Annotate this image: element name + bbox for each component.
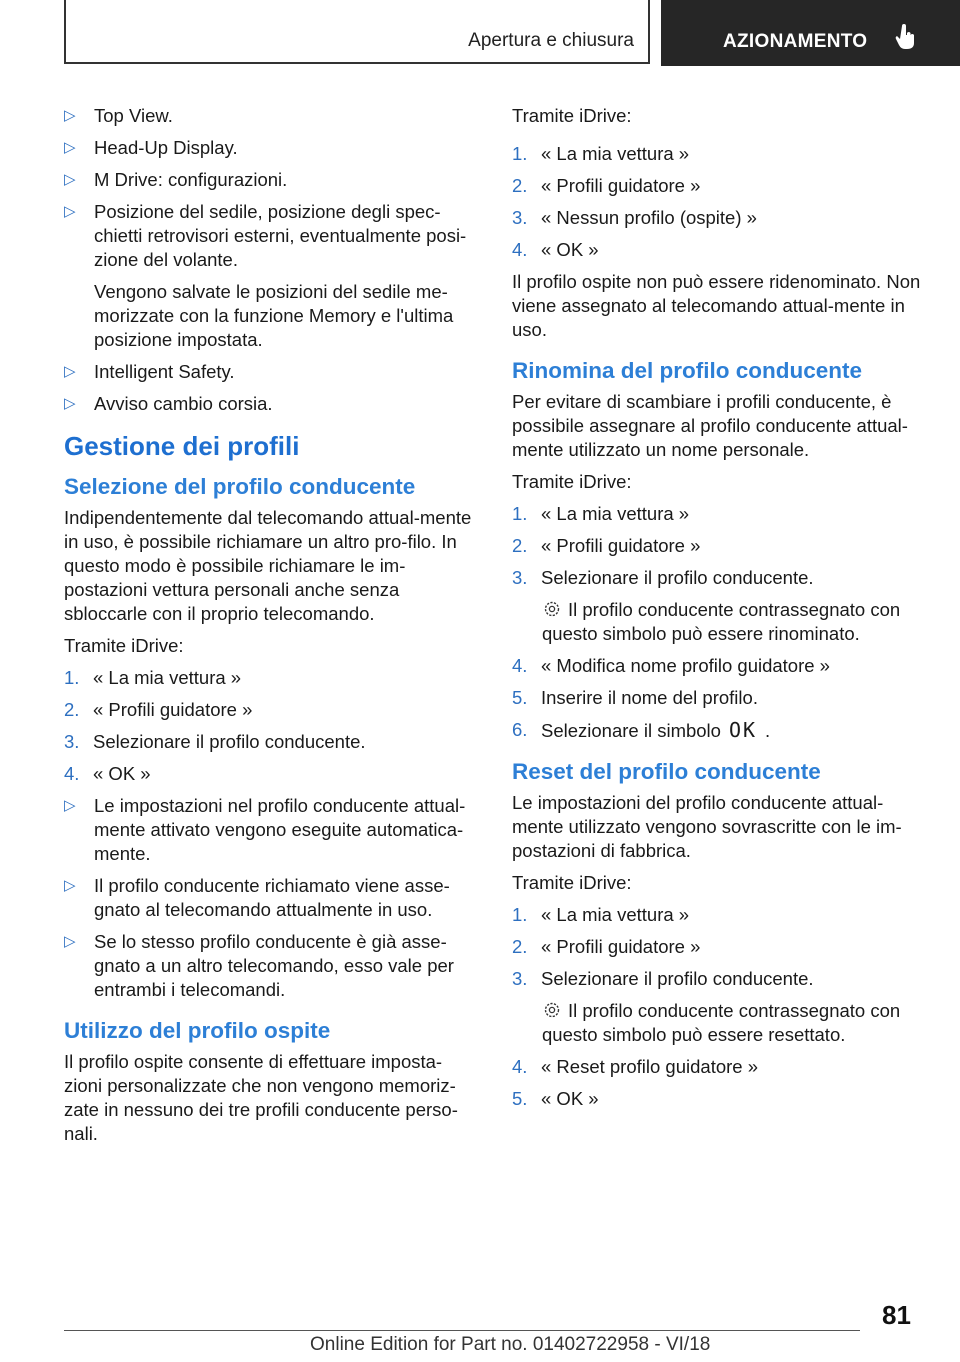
paragraph: Tramite iDrive: xyxy=(512,471,632,492)
chapter-title: AZIONAMENTO xyxy=(723,31,868,52)
step-item: 3. « Nessun profilo (ospite) » xyxy=(512,207,757,228)
step-item: 6. Selezionare il simbolo OK . xyxy=(512,718,771,742)
step-item: 2. « Profili guidatore » xyxy=(64,699,253,720)
subsection-heading: Utilizzo del profilo ospite xyxy=(64,1018,331,1043)
step-item: 4. « Modifica nome profilo guidatore » xyxy=(512,655,830,676)
list-item: ▷ Top View. xyxy=(64,105,173,126)
subsection-heading: Selezione del profilo conducente xyxy=(64,474,416,499)
list-item: ▷ Il profilo conducente richiamato viene asse-gnato al telecomando attualmente in uso. xyxy=(64,875,450,920)
step-note: Il profilo conducente contrassegnato con questo simbolo può essere rinominato. xyxy=(542,599,901,644)
paragraph: Tramite iDrive: xyxy=(64,635,184,656)
header-chapter xyxy=(661,0,960,66)
section-heading: Gestione dei profili xyxy=(64,431,300,461)
step-item: 4. « OK » xyxy=(64,763,151,784)
paragraph: Indipendentemente dal telecomando attual-mente in uso, è possibile richiamare un altro pro-filo. In questo modo è possibile richiamare le im-postazioni vettura personali anche senza sbloccarle con il proprio telecomando. xyxy=(64,507,472,624)
footer-edition: Online Edition for Part no. 01402722958 - VI/18 xyxy=(310,1334,711,1355)
gear-icon xyxy=(542,1000,562,1020)
step-item: 4. « OK » xyxy=(512,239,599,260)
paragraph: Il profilo ospite consente di effettuare imposta-zioni personalizzate che non vengono memoriz-zate in nessuno dei tre profili conducente perso-nali. xyxy=(64,1051,458,1144)
paragraph: Le impostazioni del profilo conducente attual-mente utilizzato vengono sovrascritte con le im-postazioni di fabbrica. xyxy=(512,792,902,861)
right-column xyxy=(512,104,924,1119)
subsection-heading: Rinomina del profilo conducente xyxy=(512,358,863,383)
page-number: 81 xyxy=(882,1300,911,1330)
step-item: 1. « La mia vettura » xyxy=(64,667,242,688)
ok-symbol-icon: OK xyxy=(728,718,758,742)
step-item: 5. Inserire il nome del profilo. xyxy=(512,687,758,708)
step-item: 2. « Profili guidatore » xyxy=(512,535,701,556)
step-item: 2. « Profili guidatore » xyxy=(512,175,701,196)
step-item: 1. « La mia vettura » xyxy=(512,503,690,524)
list-item: ▷ Se lo stesso profilo conducente è già asse-gnato a un altro telecomando, esso vale per entrambi i telecomandi. xyxy=(64,931,454,1000)
list-item: ▷ Le impostazioni nel profilo conducente attual-mente attivato vengono eseguite automatica-mente. xyxy=(64,795,466,864)
paragraph: Tramite iDrive: xyxy=(512,872,632,893)
paragraph: Per evitare di scambiare i profili conducente, è possibile assegnare al profilo conducente attual-mente utilizzato un nome personale. xyxy=(512,391,908,460)
section-title: Apertura e chiusura xyxy=(468,30,634,51)
step-item: 1. « La mia vettura » xyxy=(512,143,690,164)
list-item-note: Vengono salvate le posizioni del sedile me-morizzate con la funzione Memory e l'ultima posizione impostata. xyxy=(94,281,454,350)
hand-pointer-icon xyxy=(895,24,917,50)
list-item: ▷ Posizione del sedile, posizione degli spec-chietti retrovisori esterni, eventualmente posi-zione del volante. xyxy=(64,201,467,270)
step-item: 3. Selezionare il profilo conducente. xyxy=(512,567,814,588)
step-note: Il profilo conducente contrassegnato con questo simbolo può essere resettato. xyxy=(542,1000,901,1045)
gear-icon xyxy=(542,599,562,619)
paragraph: Il profilo ospite non può essere ridenominato. Non viene assegnato al telecomando attual-mente in uso. xyxy=(512,271,921,340)
footer-divider xyxy=(64,1330,860,1331)
list-item: ▷ Avviso cambio corsia. xyxy=(64,393,273,414)
subsection-heading: Reset del profilo conducente xyxy=(512,759,821,784)
list-item: ▷ Intelligent Safety. xyxy=(64,361,235,382)
step-item: 1. « La mia vettura » xyxy=(512,904,690,925)
paragraph: Tramite iDrive: xyxy=(512,105,632,126)
list-item: ▷ M Drive: configurazioni. xyxy=(64,169,288,190)
step-item: 2. « Profili guidatore » xyxy=(512,936,701,957)
list-item: ▷ Head-Up Display. xyxy=(64,137,238,158)
step-item: 5. « OK » xyxy=(512,1088,599,1109)
step-item: 4. « Reset profilo guidatore » xyxy=(512,1056,758,1077)
step-item: 3. Selezionare il profilo conducente. xyxy=(64,731,366,752)
left-column xyxy=(64,104,478,1154)
step-item: 3. Selezionare il profilo conducente. xyxy=(512,968,814,989)
header-section xyxy=(64,0,650,64)
